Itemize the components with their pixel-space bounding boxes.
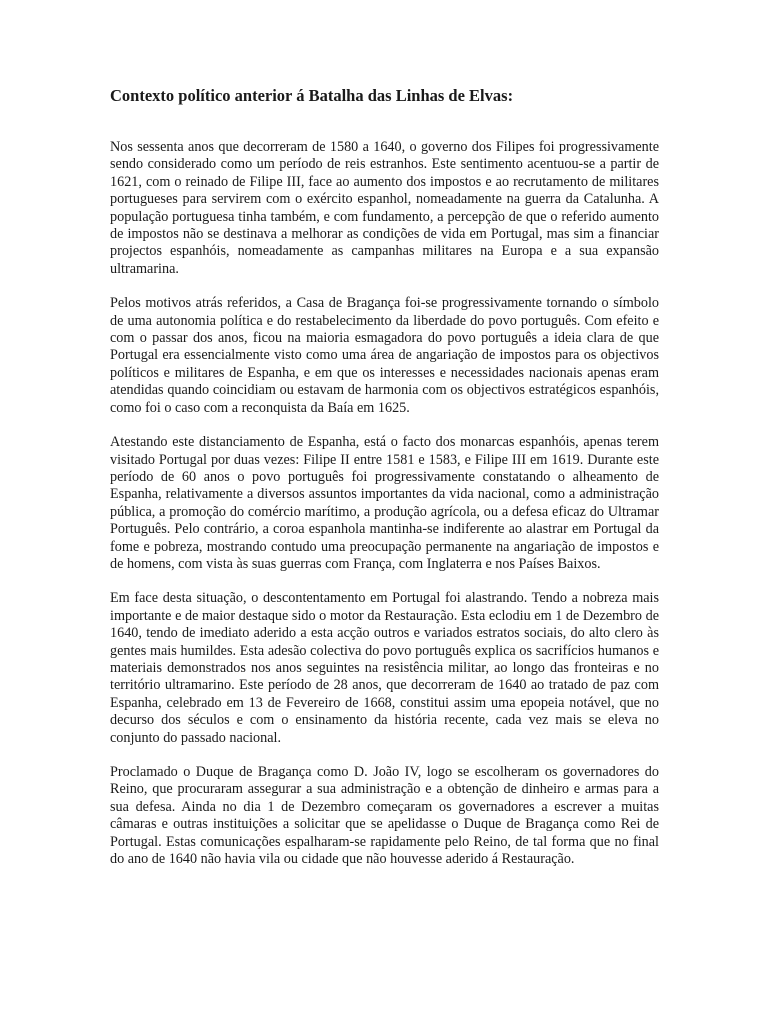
document-page bbox=[110, 86, 659, 885]
document-title: Contexto político anterior á Batalha das Linhas de Elvas: bbox=[110, 86, 514, 105]
paragraph-2: Pelos motivos atrás referidos, a Casa de Bragança foi-se progressivamente tornando o símbolo de uma autonomia política e do restabelecimento da liberdade do povo português. Com efeito e com o passar dos anos, ficou na maioria esmagadora do povo português a ideia clara de que Portugal era essencialmente visto como uma área de angariação de impostos para os objectivos políticos e militares de Espanha, e em que os interesses e necessidades nacionais apenas eram atendidas quando coincidiam ou estavam de harmonia com os objectivos estratégicos espanhóis, como foi o caso com a reconquista da Baía em 1625. bbox=[110, 295, 659, 416]
paragraph-3: Atestando este distanciamento de Espanha, está o facto dos monarcas espanhóis, apenas terem visitado Portugal por duas vezes: Filipe II entre 1581 e 1583, e Filipe III em 1619. Durante este período de 60 anos o povo português foi progressivamente constatando o alheamento de Espanha, relativamente a diversos assuntos importantes da vida nacional, como a administração pública, a promoção do comércio marítimo, a produção agrícola, ou a defesa eficaz do Ultramar Português. Pelo contrário, a coroa espanhola mantinha-se indiferente ao alastrar em Portugal da fome e pobreza, mostrando contudo uma preocupação permanente na angariação de impostos e de homens, com vista às suas guerras com França, com Inglaterra e nos Países Baixos. bbox=[110, 434, 659, 572]
paragraph-5: Proclamado o Duque de Bragança como D. João IV, logo se escolheram os governadores do Reino, que procuraram assegurar a sua administração e a obtenção de dinheiro e armas para a sua defesa. Ainda no dia 1 de Dezembro começaram os governadores a escrever a muitas câmaras e outras instituições a solicitar que se apelidasse o Duque de Bragança como Rei de Portugal. Estas comunicações espalharam-se rapidamente pelo Reino, de tal forma que no final do ano de 1640 não havia vila ou cidade que não houvesse aderido á Restauração. bbox=[110, 764, 659, 868]
paragraph-4: Em face desta situação, o descontentamento em Portugal foi alastrando. Tendo a nobreza mais importante e de maior destaque sido o motor da Restauração. Esta eclodiu em 1 de Dezembro de 1640, tendo de imediato aderido a esta acção outros e variados estratos sociais, do alto clero às gentes mais humildes. Esta adesão colectiva do povo português explica os sacrifícios humanos e materiais demonstrados nos anos seguintes na resistência militar, ao longo das fronteiras e no território ultramarino. Este período de 28 anos, que decorreram de 1640 ao tratado de paz com Espanha, celebrado em 13 de Fevereiro de 1668, constitui assim uma epopeia notável, que no decurso dos séculos e com o ensinamento da história recente, cada vez mais se eleva no conjunto do passado nacional. bbox=[110, 590, 659, 746]
paragraph-1: Nos sessenta anos que decorreram de 1580 a 1640, o governo dos Filipes foi progressivamente sendo considerado como um período de reis estranhos. Este sentimento acentuou-se a partir de 1621, com o reinado de Filipe III, face ao aumento dos impostos e ao recrutamento de militares portugueses para servirem com o exército espanhol, nomeadamente na guerra da Catalunha. A população portuguesa tinha também, e com fundamento, a percepção de que o referido aumento de impostos não se destinava a melhorar as condições de vida em Portugal, mas sim a financiar projectos espanhóis, nomeadamente as campanhas militares na Europa e a sua expansão ultramarina. bbox=[110, 139, 659, 277]
